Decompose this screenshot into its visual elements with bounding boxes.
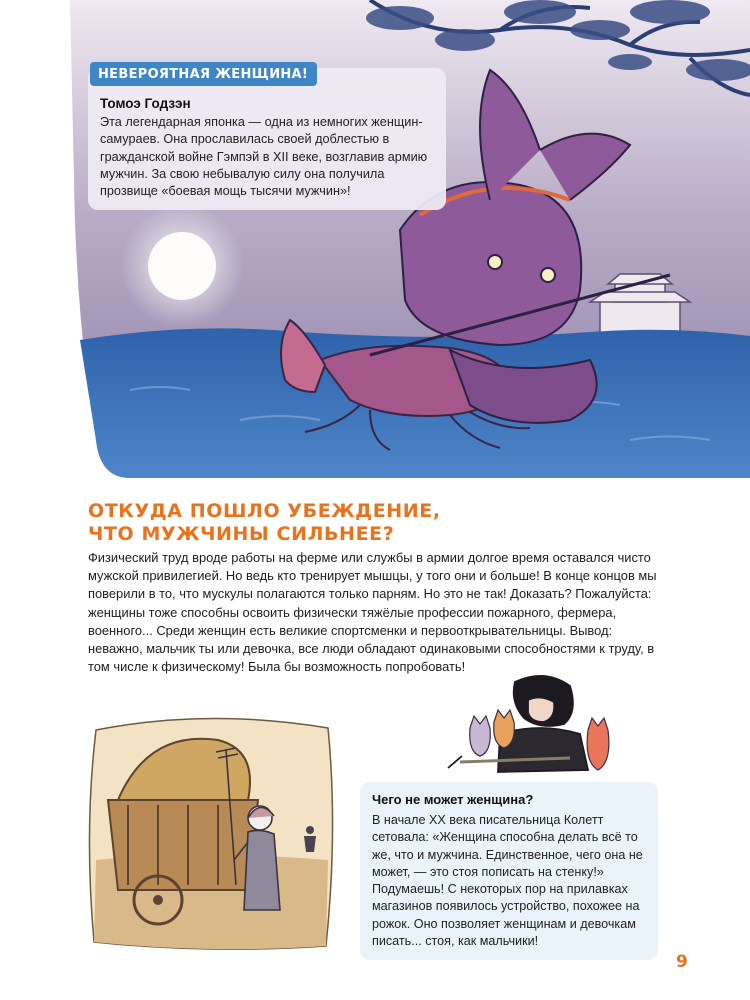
farm-woman-illustration: [88, 710, 336, 955]
section-heading-line-2: ЧТО МУЖЧИНЫ СИЛЬНЕЕ?: [88, 523, 395, 545]
colette-illustration: [420, 672, 620, 787]
writer: [448, 676, 588, 772]
section-heading: [88, 500, 608, 546]
cat-middle: [494, 710, 515, 748]
section-paragraph: Физический труд вроде работы на ферме или службы в армии долгое время оставался чисто мужской привилегией. Но ведь кто тренирует мышцы, у того они и больше! В конце концов мы поверили в то, что мускулы полагаются только парням. Но это не так! Доказать? Пожалуйста: женщины тоже способны освоить физически тяжёлые профессии пожарного, фермера, военного... Среди женщин есть великие спортсменки и первооткрывательницы. Вывод: неважно, мальчик ты или девочка, все люди обладают одинаковыми способностями к труду, в том числе к физическому! Была бы возможность попробовать!: [88, 550, 657, 675]
colette-box-body: В начале XX века писательница Колетт сетовала: «Женщина способна делать всё то же, что и мужчина. Единственное, чего она не может, — это стоя пописать на стенку!» Подумаешь! С некоторых пор на прилавках магазинов появилось устройство, похожее на рожок. Оно позволяет женщинам и девочкам писать... стоя, как мальчики!: [372, 813, 643, 949]
page-number: 9: [676, 952, 688, 972]
cat-right: [587, 718, 609, 770]
farm-scene-svg: [88, 710, 336, 950]
callout-tag: НЕВЕРОЯТНАЯ ЖЕНЩИНА!: [90, 62, 317, 86]
colette-box-title: Чего не может женщина?: [372, 792, 534, 807]
cat-left: [470, 716, 491, 756]
sun: [148, 232, 216, 300]
section-heading-line-1: ОТКУДА ПОШЛО УБЕЖДЕНИЕ,: [88, 500, 441, 522]
callout-body: Эта легендарная японка — одна из немногих женщин-самураев. Она прославилась своей доблестью в гражданской войне Гэмпэй в XII веке, возглавив армию мужчин. За свою небывалую силу она получила прозвище «боевая мощь тысячи мужчин»!: [100, 115, 428, 199]
callout-title: Томоэ Годзэн: [100, 96, 191, 111]
writer-scene-svg: [420, 672, 620, 782]
